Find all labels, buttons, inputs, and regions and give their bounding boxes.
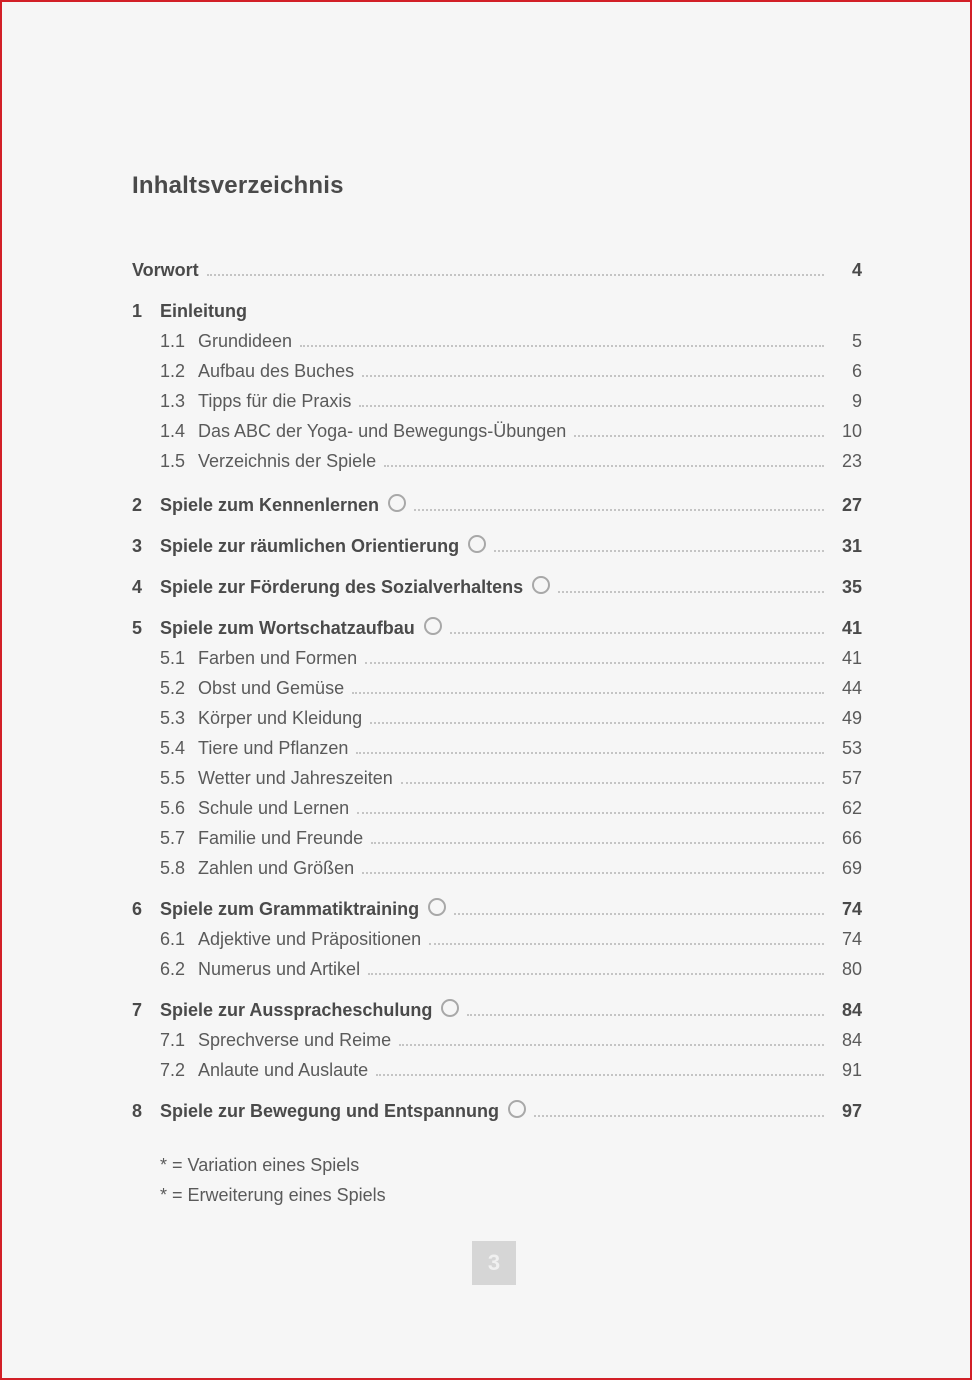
dot-leader [300,343,824,347]
toc-entry-label: Zahlen und Größen [198,858,355,878]
toc-entry [132,533,862,557]
toc-entry [132,574,862,598]
dot-leader [370,720,824,724]
dot-leader [454,911,824,915]
toc-entry-number: 1.2 [160,361,186,381]
toc-entry [160,448,862,472]
toc-entry-page: 6 [851,361,862,381]
dot-leader [362,870,824,874]
dot-leader [359,403,824,407]
toc-entry [160,328,862,352]
toc-entry-page: 84 [841,1000,862,1020]
toc-entry [160,358,862,382]
toc-entry-number: 6 [132,899,143,919]
toc-entry-number: 5.6 [160,798,186,818]
toc-entry-label: Spiele zur Bewegung und Entspannung [160,1101,500,1121]
dot-leader [365,660,824,664]
chapter-symbol-icon [441,999,459,1017]
toc-entry-page: 66 [841,828,862,848]
dot-leader [376,1072,824,1076]
dot-leader [356,750,824,754]
dot-leader [401,780,824,784]
toc-entry-page: 10 [841,421,862,441]
toc-entry [160,825,862,849]
toc-entry-page: 62 [841,798,862,818]
toc-entry-number: 5.5 [160,768,186,788]
chapter-symbol-icon [388,494,406,512]
toc-entry-page: 91 [841,1060,862,1080]
toc-entry-number: 8 [132,1101,143,1121]
dot-leader [357,810,824,814]
toc-entry-page: 49 [841,708,862,728]
toc-entry-number: 7.1 [160,1030,186,1050]
dot-leader [558,589,824,593]
toc-entry [132,997,862,1021]
toc-entry-label: Wetter und Jahreszeiten [198,768,393,788]
toc-entry-number: 1.4 [160,421,186,441]
toc-entry [160,1027,862,1051]
chapter-symbol-icon [428,898,446,916]
toc-entry [160,765,862,789]
dot-leader [534,1113,824,1117]
toc-entry [160,956,862,980]
dot-leader [450,630,824,634]
toc-entry [132,1098,862,1122]
toc-entry-label: Einleitung [160,301,247,321]
toc-entry-page: 41 [841,648,862,668]
toc-entry [160,418,862,442]
toc-entry-number: 5.4 [160,738,186,758]
toc-entry [160,645,862,669]
toc-entry-number: 1.1 [160,331,186,351]
toc-entry-number: 5.3 [160,708,186,728]
toc-entry [160,735,862,759]
toc-entry [132,615,862,639]
dot-leader [371,840,824,844]
toc-entry-label: Vorwort [132,260,199,280]
toc-entry-page: 84 [841,1030,862,1050]
toc-entry-number: 5.7 [160,828,186,848]
chapter-symbol-icon [532,576,550,594]
toc-entry-label: Obst und Gemüse [198,678,345,698]
toc-entry [160,388,862,412]
toc-entry-label: Numerus und Artikel [198,959,361,979]
toc-entry-page: 31 [841,536,862,556]
toc-entry-label: Grundideen [198,331,293,351]
toc-entry [160,795,862,819]
toc-entry-page: 57 [841,768,862,788]
toc-entry-number: 5.2 [160,678,186,698]
dot-leader [362,373,824,377]
toc-entry [132,257,862,281]
dot-leader [494,548,824,552]
toc-entry-page: 69 [841,858,862,878]
toc-entry-number: 4 [132,577,143,597]
toc-entry [160,855,862,879]
toc-entry-label: Farben und Formen [198,648,358,668]
toc-entry-page: 23 [841,451,862,471]
dot-leader [384,463,824,467]
dot-leader [207,272,824,276]
toc-entry-page: 27 [841,495,862,515]
toc-entry-label: Aufbau des Buches [198,361,355,381]
dot-leader [368,971,824,975]
toc-entry-page: 53 [841,738,862,758]
chapter-symbol-icon [508,1100,526,1118]
toc-entry-page: 74 [841,899,862,919]
page-number: 3 [487,1250,501,1275]
toc-entry-page: 5 [851,331,862,351]
toc-entry-number: 6.1 [160,929,186,949]
toc-entry-page: 4 [851,260,862,280]
toc-entry-number: 5.8 [160,858,186,878]
toc-entry-label: Adjektive und Präpositionen [198,929,422,949]
toc-entry-label: Verzeichnis der Spiele [198,451,377,471]
dot-leader [467,1012,824,1016]
dot-leader [399,1042,824,1046]
toc-entry-label: Schule und Lernen [198,798,350,818]
toc-entry [160,926,862,950]
toc-entry-page: 44 [841,678,862,698]
page-number-box [472,1241,516,1285]
dot-leader [574,433,824,437]
toc-entry-page: 74 [841,929,862,949]
toc-entry-label: Sprechverse und Reime [198,1030,392,1050]
toc-entry-number: 7.2 [160,1060,186,1080]
toc-entry [132,492,862,516]
toc-entry-number: 5 [132,618,143,638]
toc-entry-page: 80 [841,959,862,979]
toc-entry [132,896,862,920]
toc-entry-number: 2 [132,495,143,515]
toc-entry [160,1057,862,1081]
toc-entry-number: 1.3 [160,391,186,411]
toc-entry-number: 3 [132,536,143,556]
footnote-variation: * = Variation eines Spiels [160,1155,360,1175]
toc-entry-label: Tiere und Pflanzen [198,738,349,758]
toc-entry-page: 41 [841,618,862,638]
chapter-symbol-icon [468,535,486,553]
toc-entry-label: Spiele zur Förderung des Sozialverhaltens [160,577,524,597]
toc-entry-label: Spiele zum Kennenlernen [160,495,380,515]
toc-entry-page: 9 [851,391,862,411]
toc-entry-page: 97 [841,1101,862,1121]
dot-leader [352,690,824,694]
toc-entry-label: Tipps für die Praxis [198,391,352,411]
footnote-extension: * = Erweiterung eines Spiels [160,1185,386,1205]
toc-entry-page: 35 [841,577,862,597]
toc-entry-number: 1 [132,301,143,321]
toc-entry [160,705,862,729]
toc-entry [132,298,862,322]
toc-entry-number: 1.5 [160,451,186,471]
toc-entry-label: Spiele zur Ausspracheschulung [160,1000,433,1020]
toc-entry-label: Spiele zum Wortschatzaufbau [160,618,415,638]
toc-entry-number: 7 [132,1000,143,1020]
toc-entry-label: Anlaute und Auslaute [198,1060,369,1080]
toc-entry-label: Spiele zur räumlichen Orientierung [160,536,460,556]
toc-entry-label: Körper und Kleidung [198,708,363,728]
toc-entry-label: Spiele zum Grammatiktraining [160,899,420,919]
page-title: Inhaltsverzeichnis [132,172,344,199]
chapter-symbol-icon [424,617,442,635]
toc-entry-number: 6.2 [160,959,186,979]
toc-entry [160,675,862,699]
toc-entry-label: Familie und Freunde [198,828,364,848]
toc-entry-number: 5.1 [160,648,186,668]
dot-leader [414,507,824,511]
toc-entry-label: Das ABC der Yoga- und Bewegungs-Übungen [198,421,567,441]
dot-leader [429,941,824,945]
